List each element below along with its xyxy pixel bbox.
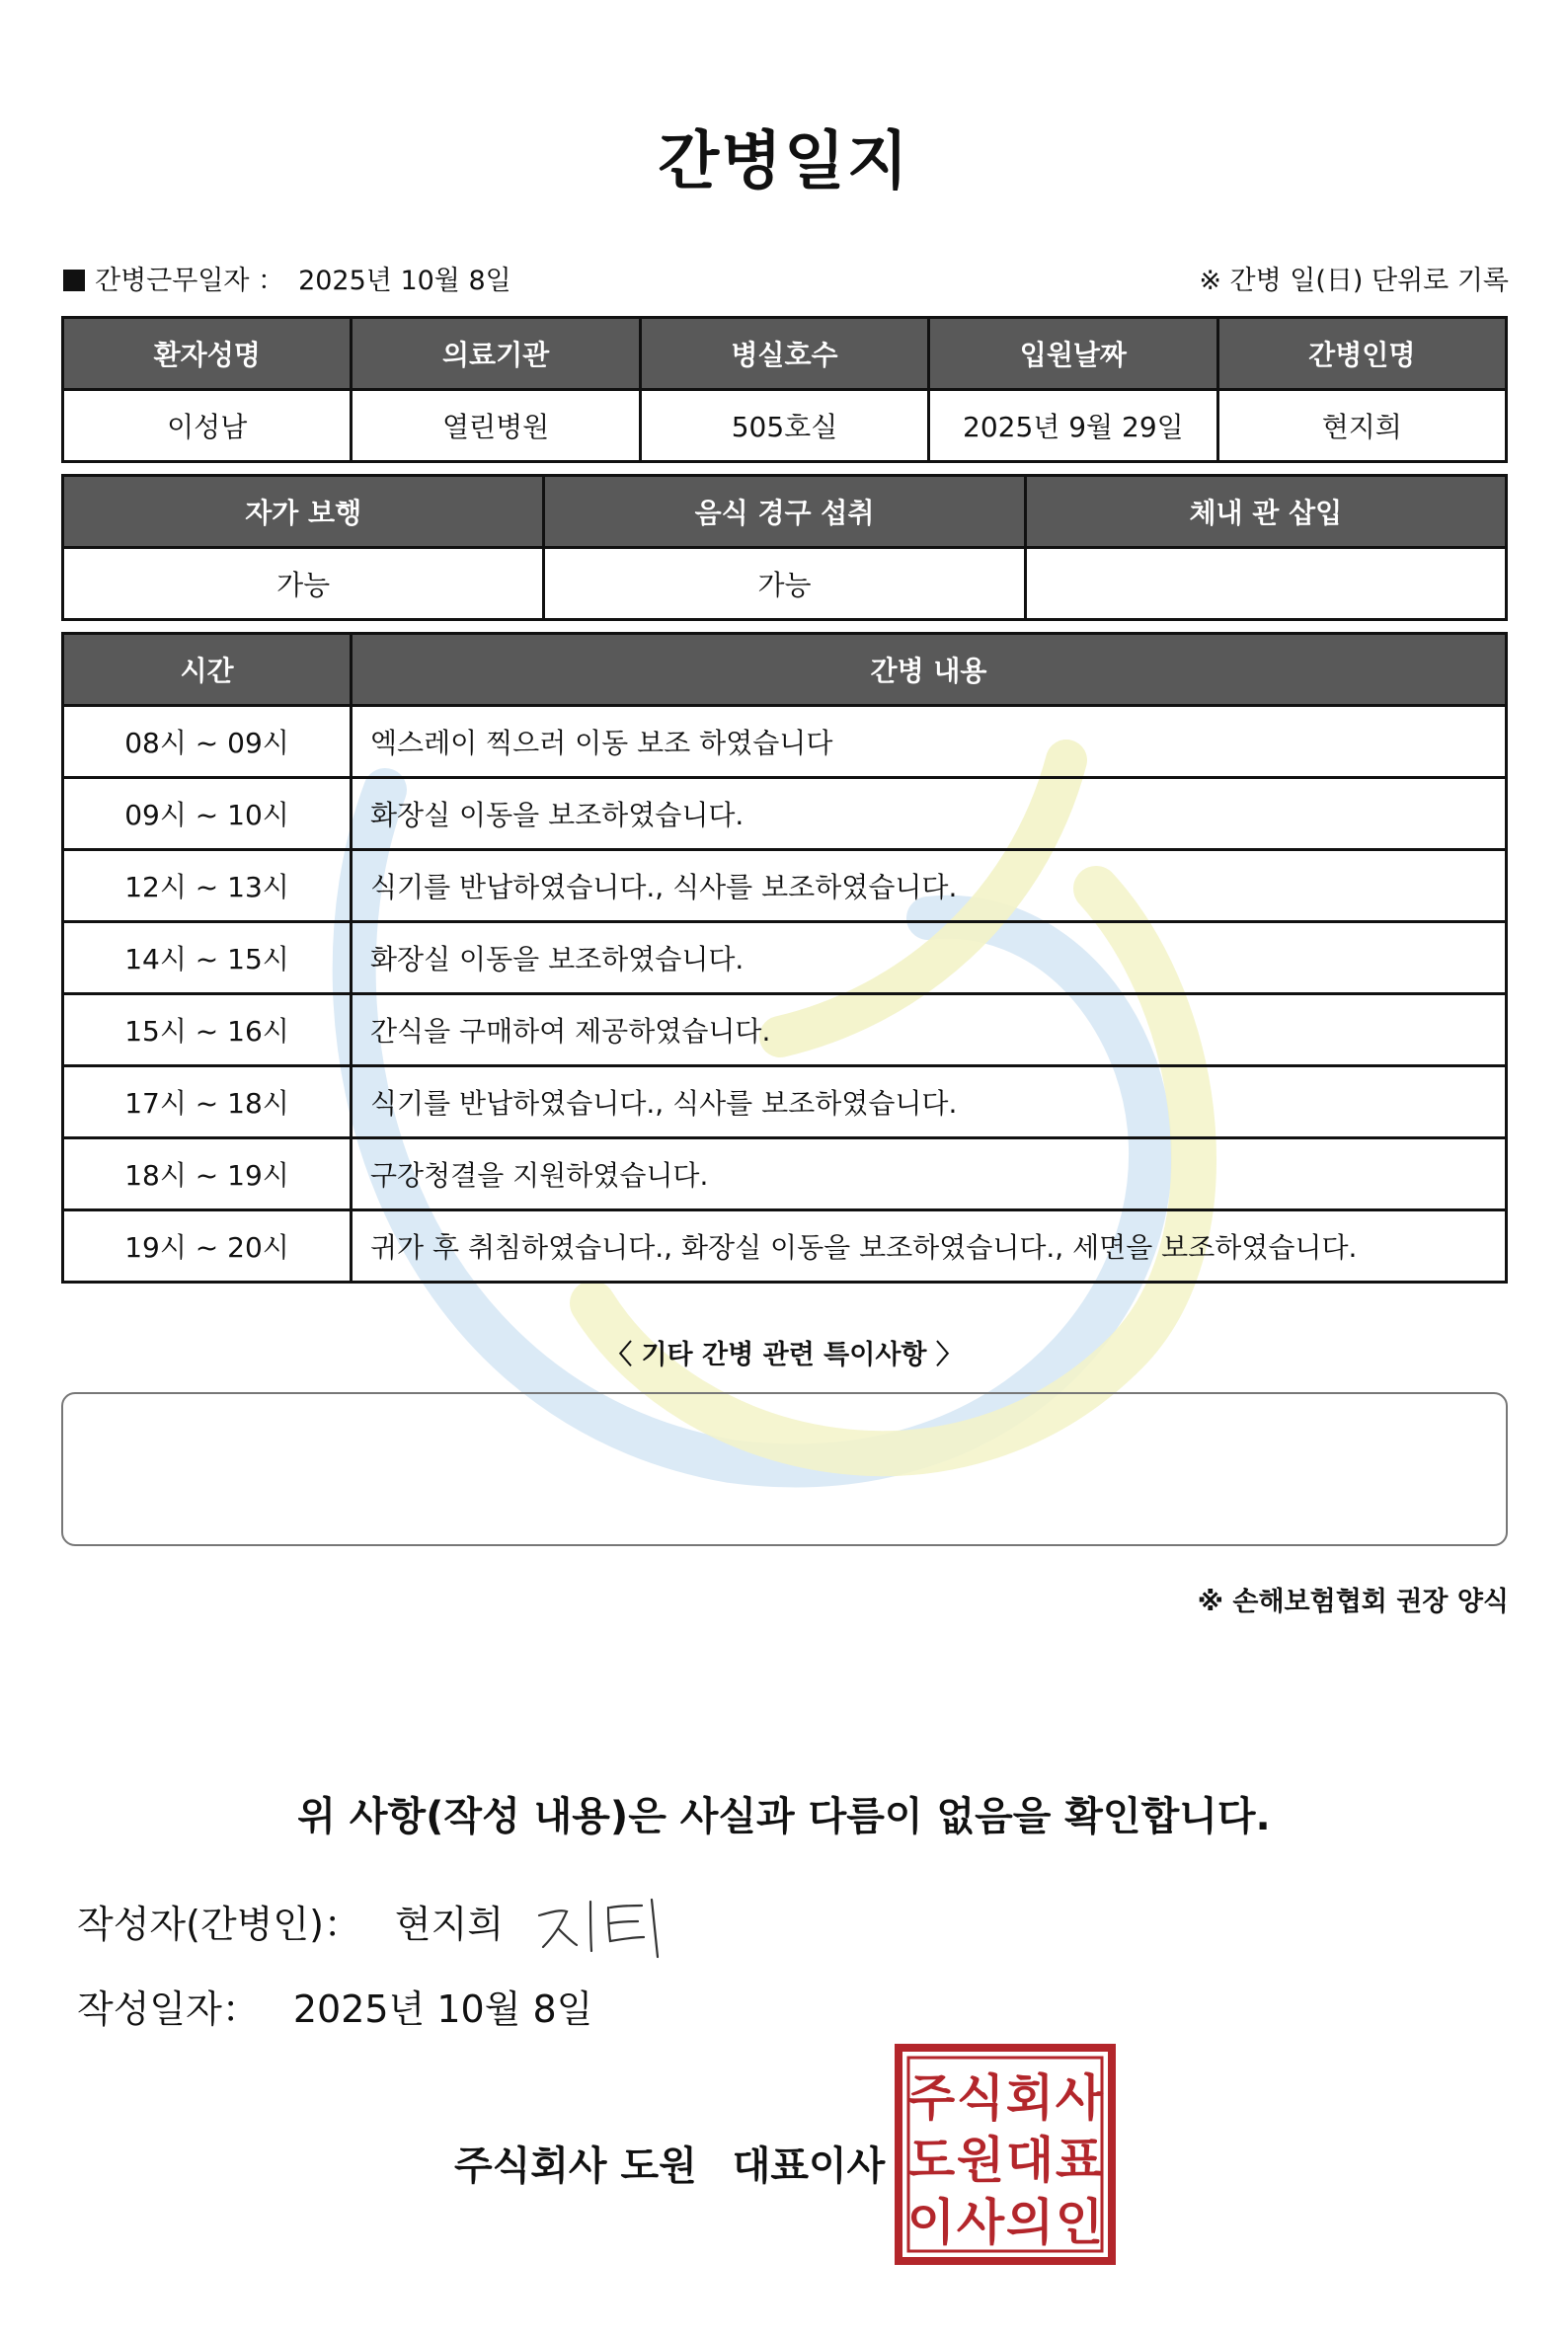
admission-date: 2025년 9월 29일 <box>929 390 1217 462</box>
company-seal <box>895 2044 1116 2265</box>
work-date <box>63 259 511 297</box>
header-patient-name: 환자성명 <box>63 318 352 390</box>
unit-note: ※ 간병 일(日) 단위로 기록 <box>1199 266 1509 296</box>
confirmation-statement: 위 사항(작성 내용)은 사실과 다름이 없음을 확인합니다. <box>297 1794 1271 1839</box>
care-log-table <box>61 632 1508 1284</box>
log-content: 간식을 구매하여 제공하였습니다. <box>352 994 1507 1066</box>
log-content: 구강청결을 지원하였습니다. <box>352 1138 1507 1210</box>
log-time: 18시 ~ 19시 <box>63 1138 352 1210</box>
company-line <box>454 2135 885 2191</box>
log-content: 화장실 이동을 보조하였습니다. <box>352 922 1507 994</box>
writer-name: 현지희 <box>394 1903 505 1946</box>
work-date-label: 간병근무일자 ： <box>95 266 285 296</box>
log-time: 14시 ~ 15시 <box>63 922 352 994</box>
handwritten-signature <box>531 1886 669 1965</box>
patient-name: 이성남 <box>63 390 352 462</box>
header-oral-intake: 음식 경구 섭취 <box>544 476 1025 548</box>
square-bullet-icon <box>63 270 85 291</box>
header-room: 병실호수 <box>640 318 928 390</box>
log-header-row <box>63 634 1507 706</box>
written-date-label: 작성일자： <box>77 1987 260 2031</box>
log-content: 식기를 반납하였습니다., 식사를 보조하였습니다. <box>352 850 1507 922</box>
oral-intake-value: 가능 <box>544 548 1025 620</box>
patient-header-row <box>63 318 1507 390</box>
room-number: 505호실 <box>640 390 928 462</box>
written-date-value: 2025년 10월 8일 <box>292 1987 593 2031</box>
patient-value-row <box>63 390 1507 462</box>
form-note: ※ 손해보험협회 권장 양식 <box>1197 1587 1509 1617</box>
log-content: 엑스레이 찍으러 이동 보조 하였습니다 <box>352 706 1507 778</box>
notes-title: 〈 기타 간병 관련 특이사항 〉 <box>605 1340 963 1370</box>
log-row <box>63 778 1507 850</box>
status-value-row <box>63 548 1507 620</box>
work-date-value: 2025년 10월 8일 <box>298 266 511 296</box>
svg-text:표: 표 <box>1055 2132 1104 2189</box>
patient-info-table <box>61 316 1508 463</box>
svg-text:인: 인 <box>1055 2194 1104 2251</box>
document-title: 간병일지 <box>658 125 910 198</box>
log-row <box>63 706 1507 778</box>
svg-text:주: 주 <box>906 2069 956 2127</box>
notes-box <box>61 1392 1508 1546</box>
log-row <box>63 1210 1507 1283</box>
svg-text:식: 식 <box>956 2069 1005 2127</box>
svg-text:이: 이 <box>906 2194 956 2251</box>
log-row <box>63 1138 1507 1210</box>
company-ceo-title: 대표이사 <box>732 2143 886 2189</box>
caregiver-name: 현지희 <box>1217 390 1506 462</box>
svg-text:도: 도 <box>906 2132 956 2189</box>
log-content: 화장실 이동을 보조하였습니다. <box>352 778 1507 850</box>
log-content: 식기를 반납하였습니다., 식사를 보조하였습니다. <box>352 1066 1507 1138</box>
svg-text:원: 원 <box>956 2132 1005 2189</box>
header-self-walking: 자가 보행 <box>63 476 544 548</box>
log-row <box>63 994 1507 1066</box>
written-date-line <box>77 1979 592 2033</box>
header-caregiver: 간병인명 <box>1217 318 1506 390</box>
status-table <box>61 474 1508 621</box>
log-row <box>63 850 1507 922</box>
header-hospital: 의료기관 <box>352 318 640 390</box>
header-admission-date: 입원날짜 <box>929 318 1217 390</box>
header-time: 시간 <box>63 634 352 706</box>
writer-line <box>77 1894 504 1948</box>
svg-text:사: 사 <box>956 2194 1005 2251</box>
log-row <box>63 922 1507 994</box>
header-tube-insertion: 체내 관 삽입 <box>1025 476 1506 548</box>
self-walking-value: 가능 <box>63 548 544 620</box>
log-content: 귀가 후 취침하였습니다., 화장실 이동을 보조하였습니다., 세면을 보조하였습니다. <box>352 1210 1507 1283</box>
svg-text:대: 대 <box>1005 2132 1055 2189</box>
svg-text:의: 의 <box>1005 2194 1055 2251</box>
log-time: 12시 ~ 13시 <box>63 850 352 922</box>
log-time: 08시 ~ 09시 <box>63 706 352 778</box>
log-time: 19시 ~ 20시 <box>63 1210 352 1283</box>
writer-label: 작성자(간병인)： <box>77 1903 361 1946</box>
tube-insertion-value <box>1025 548 1506 620</box>
company-name: 주식회사 도원 <box>454 2143 697 2189</box>
svg-text:사: 사 <box>1055 2069 1104 2127</box>
log-row <box>63 1066 1507 1138</box>
status-header-row <box>63 476 1507 548</box>
svg-text:회: 회 <box>1005 2069 1055 2127</box>
log-time: 15시 ~ 16시 <box>63 994 352 1066</box>
hospital-name: 열린병원 <box>352 390 640 462</box>
header-care-content: 간병 내용 <box>352 634 1507 706</box>
log-time: 09시 ~ 10시 <box>63 778 352 850</box>
log-time: 17시 ~ 18시 <box>63 1066 352 1138</box>
